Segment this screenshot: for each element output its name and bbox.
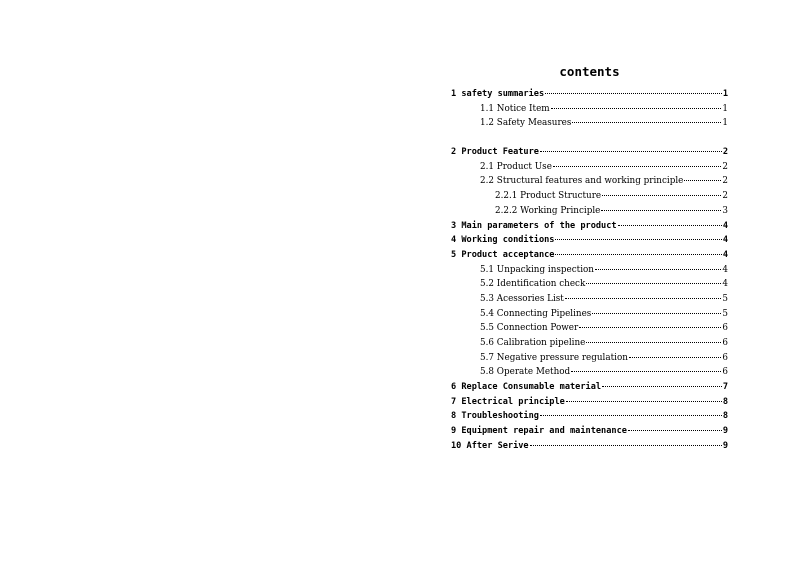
toc-entry-label: 10 After Serive <box>451 440 529 451</box>
toc-entry-page: 8 <box>722 396 728 407</box>
toc-entry-5-8[interactable] <box>451 365 728 380</box>
toc-entry-page: 9 <box>722 426 728 437</box>
toc-entry-label: 5.8 Operate Method <box>480 367 571 378</box>
toc-entry-page: 6 <box>722 367 728 378</box>
toc-entry-label: 2.2.2 Working Principle <box>495 205 601 216</box>
toc-entry-label: 1.1 Notice Item <box>480 103 550 114</box>
toc-entry-page: 1 <box>722 103 728 114</box>
toc-entry-4[interactable] <box>451 233 728 248</box>
toc-entry-label: 5.2 Identification check <box>480 279 586 290</box>
dot-leader <box>545 93 722 94</box>
dot-leader <box>602 386 722 387</box>
toc-entry-label: 2.2 Structural features and working principle <box>480 176 684 187</box>
toc-entry-2-2[interactable] <box>451 174 728 189</box>
dot-leader <box>592 313 721 314</box>
toc-entry-page: 4 <box>722 279 728 290</box>
dot-leader <box>565 298 722 299</box>
toc-entry-6[interactable] <box>451 380 728 395</box>
toc-entry-label: 5.6 Calibration pipeline <box>480 338 586 348</box>
dot-leader <box>595 269 721 270</box>
toc-entry-page: 7 <box>722 382 728 393</box>
toc-entry-2-2-2[interactable] <box>451 204 728 219</box>
dot-leader <box>628 430 722 431</box>
toc-entry-page: 2 <box>722 161 728 172</box>
dot-leader <box>601 210 721 211</box>
toc-entry-5-4[interactable] <box>451 307 728 322</box>
toc-entry-page: 2 <box>722 176 728 187</box>
toc-entry-2[interactable] <box>451 145 728 160</box>
dot-leader <box>571 371 721 372</box>
toc-entry-1-2[interactable] <box>451 116 728 131</box>
toc-entry-page: 5 <box>722 308 728 319</box>
toc-entry-5-2[interactable] <box>451 277 728 292</box>
toc-entry-label: 8 Troubleshooting <box>451 411 539 422</box>
toc-entry-5-6[interactable] <box>451 336 728 351</box>
toc-entry-8[interactable] <box>451 409 728 424</box>
dot-leader <box>540 415 722 416</box>
dot-leader <box>551 108 722 109</box>
dot-leader <box>579 327 721 328</box>
toc-entry-label: 5.4 Connecting Pipelines <box>480 308 592 319</box>
toc-entry-page: 4 <box>722 264 728 275</box>
dot-leader <box>553 166 721 167</box>
toc-entry-label: 5.1 Unpacking inspection <box>480 264 594 275</box>
toc-entry-label: 2 Product Feature <box>451 147 539 158</box>
toc-entry-label: 1.2 Safety Measures <box>480 118 572 129</box>
dot-leader <box>555 239 721 240</box>
toc-entry-page: 4 <box>722 249 728 260</box>
toc-entry-label: 9 Equipment repair and maintenance <box>451 426 627 437</box>
toc-entry-label: 5.5 Connection Power <box>480 323 579 334</box>
toc-entry-page: 9 <box>722 440 728 451</box>
toc-entry-page: 1 <box>722 118 728 129</box>
dot-leader <box>618 225 722 226</box>
dot-leader <box>555 254 721 255</box>
dot-leader <box>530 445 722 446</box>
toc-entry-2-2-1[interactable] <box>451 189 728 204</box>
toc-entry-label: 6 Replace Consumable material <box>451 382 602 393</box>
toc-entry-page: 2 <box>722 191 728 202</box>
toc-entry-label: 1 safety summaries <box>451 89 545 99</box>
dot-leader <box>684 180 721 181</box>
dot-leader <box>586 342 721 343</box>
dot-leader <box>572 122 721 123</box>
dot-leader <box>586 283 721 284</box>
toc-entry-5-5[interactable] <box>451 321 728 336</box>
toc-entry-1[interactable] <box>451 87 728 102</box>
toc-entry-page: 2 <box>722 147 728 158</box>
toc-entry-label: 7 Electrical principle <box>451 396 565 407</box>
toc-entry-label: 4 Working conditions <box>451 235 555 246</box>
toc-entry-page: 6 <box>722 352 728 363</box>
toc-entry-5-1[interactable] <box>451 263 728 278</box>
toc-entry-9[interactable] <box>451 424 728 439</box>
toc-entry-page: 8 <box>722 411 728 422</box>
toc-entry-label: 2.2.1 Product Structure <box>495 191 602 202</box>
toc-entry-3[interactable] <box>451 219 728 234</box>
toc-entry-page: 6 <box>722 338 728 348</box>
toc-entry-page: 4 <box>722 235 728 246</box>
toc-entry-5-3[interactable] <box>451 292 728 307</box>
toc-entry-7[interactable] <box>451 395 728 410</box>
table-of-contents <box>451 87 728 454</box>
toc-entry-label: 3 Main parameters of the product <box>451 220 617 231</box>
dot-leader <box>602 195 721 196</box>
dot-leader <box>566 401 722 402</box>
toc-entry-label: 5 Product acceptance <box>451 249 555 260</box>
toc-entry-2-1[interactable] <box>451 160 728 175</box>
toc-entry-5-7[interactable] <box>451 351 728 366</box>
toc-entry-page: 3 <box>722 205 728 216</box>
toc-entry-label: 2.1 Product Use <box>480 161 552 172</box>
toc-entry-page: 4 <box>722 220 728 231</box>
dot-leader <box>540 151 722 152</box>
toc-entry-page: 5 <box>722 293 728 304</box>
toc-entry-10[interactable] <box>451 439 728 454</box>
toc-entry-label: 5.7 Negative pressure regulation <box>480 352 628 363</box>
contents-title: contents <box>559 64 620 79</box>
dot-leader <box>629 357 721 358</box>
toc-entry-page: 1 <box>722 89 728 99</box>
toc-entry-label: 5.3 Acessories List <box>480 293 564 304</box>
toc-entry-5[interactable] <box>451 248 728 263</box>
toc-entry-page: 6 <box>722 323 728 334</box>
toc-entry-1-1[interactable] <box>451 102 728 117</box>
